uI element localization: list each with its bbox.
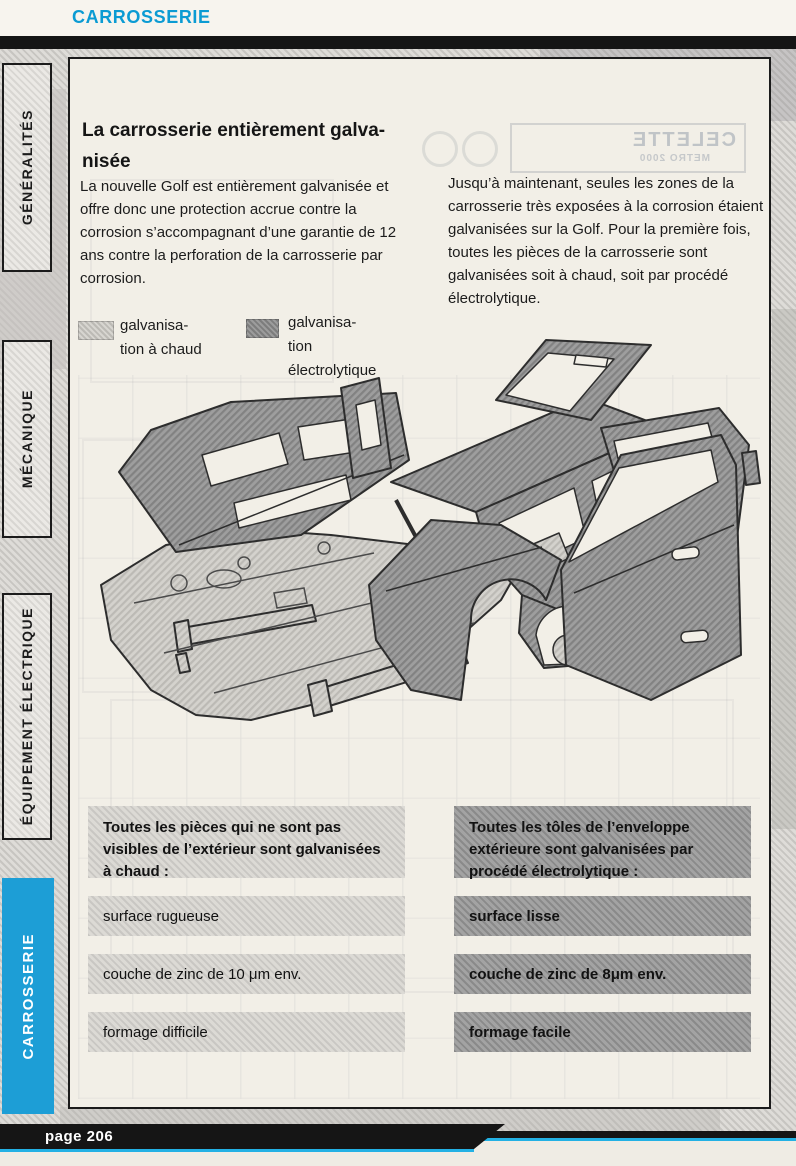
tailgate (496, 340, 651, 420)
sidebar-item-mecanique (2, 340, 52, 538)
legend-line: électrolytique (288, 362, 377, 379)
content-frame (68, 57, 771, 1109)
legend-line: galvanisa- (288, 314, 357, 331)
watermark-logo-frame (510, 123, 746, 173)
comparison-header-electrolytic: Toutes les tôles de l’enveloppe extérieure sont galvanisées par procédé électrolytique : (454, 806, 751, 878)
scan-ghost-blob (772, 309, 796, 829)
door-handle-cutout (681, 630, 709, 643)
watermark-brand-text: CELETTE (630, 129, 736, 151)
article-title (82, 115, 502, 177)
sidebar-item-label: GÉNÉRALITÉS (19, 109, 35, 226)
door-handle-cutout (671, 546, 699, 560)
intro-paragraph-left: La nouvelle Golf est entièrement galvanisée et offre donc une protection accrue contre la corrosion s’accompagnant d’une garantie de 12 ans contre la perforation de la carrosserie par corrosion. (80, 178, 397, 287)
comparison-header-hot-dip: Toutes les pièces qui ne sont pas visibles de l’extérieur sont galvanisées à chaud : (88, 806, 405, 878)
footer-cyan-rule (0, 1149, 474, 1152)
sidebar-item-generalites (2, 63, 52, 272)
comparison-row-hot-dip: formage difficile (88, 1012, 405, 1052)
page-title: CARROSSERIE (72, 7, 211, 27)
legend-line: galvanisa- (120, 317, 189, 334)
page-number-label: page 206 (45, 1128, 114, 1145)
watermark-model-text: METRO 2000 (638, 153, 710, 164)
car-exploded-illustration (74, 333, 766, 763)
sidebar-item-label: ÉQUIPEMENT ÉLECTRIQUE (19, 607, 35, 826)
comparison-row-electrolytic: surface lisse (454, 896, 751, 936)
comparison-row-electrolytic: couche de zinc de 8μm env. (454, 954, 751, 994)
sidebar-item-carrosserie-active (2, 878, 54, 1114)
sidebar-item-label: CARROSSERIE (19, 932, 37, 1060)
footer-cyan-rule (470, 1138, 796, 1141)
comparison-row-hot-dip: surface rugueuse (88, 896, 405, 936)
header-divider-bar (0, 36, 796, 49)
legend-line: tion à chaud (120, 341, 202, 358)
article-title-line: nisée (82, 151, 131, 172)
footer-rule (470, 1131, 796, 1138)
article-title-line: La carrosserie entièrement galva- (82, 120, 386, 141)
comparison-row-electrolytic: formage facile (454, 1012, 751, 1052)
sidebar-item-label: MÉCANIQUE (19, 389, 35, 489)
header-band (0, 0, 796, 36)
legend-line: tion (288, 338, 313, 355)
sidebar-item-equipement-electrique (2, 593, 52, 840)
comparison-row-hot-dip: couche de zinc de 10 μm env. (88, 954, 405, 994)
intro-paragraph-right: Jusqu’à maintenant, seules les zones de la carrosserie très exposées à la corrosion étaient galvanisées sur la Golf. Pour la première fois, toutes les pièces de la carrosserie sont galvanisées soit à chaud, soit par procédé électrolytique. (448, 175, 764, 307)
